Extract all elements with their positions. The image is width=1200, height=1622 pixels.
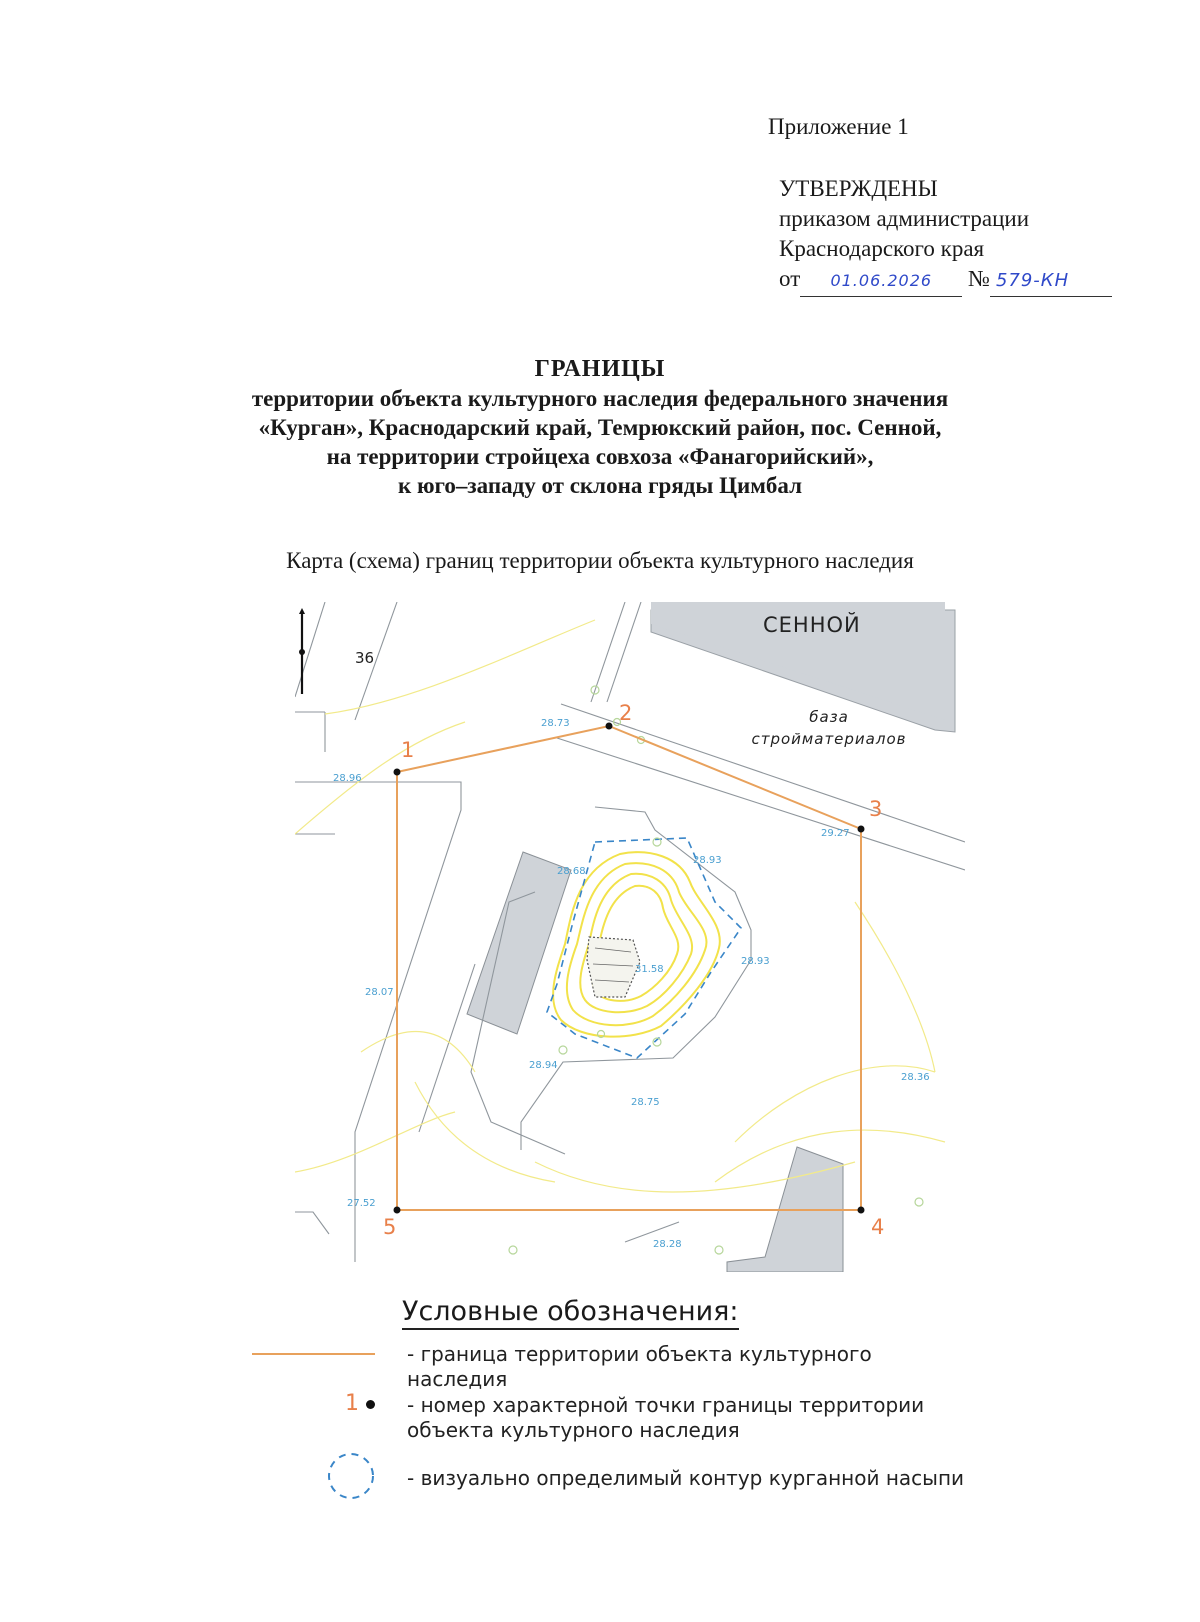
number-prefix: №: [968, 266, 990, 291]
title-line-2: «Курган», Краснодарский край, Темрюкский район, пос. Сенной,: [258, 415, 942, 440]
elevation-label: 31.58: [635, 964, 664, 975]
legend-point-line2: объекта культурного наследия: [407, 1418, 740, 1442]
parcel-line: [295, 1212, 329, 1234]
boundary-point-5-label: 5: [383, 1215, 397, 1239]
boundary-point-2-marker: [606, 723, 613, 730]
boundary-point-5-marker: [394, 1207, 401, 1214]
elevation-label: 28.94: [529, 1060, 558, 1071]
elevation-label: 28.28: [653, 1239, 682, 1250]
legend-boundary-swatch: [252, 1353, 375, 1355]
legend-point-text: [407, 1393, 924, 1443]
from-prefix: от: [779, 266, 801, 291]
boundary-point-1-label: 1: [401, 738, 415, 762]
boundary-point-1-marker: [394, 769, 401, 776]
parcel-line: [295, 602, 325, 697]
mound-contours: [553, 852, 720, 1036]
parcel-line: [607, 602, 641, 702]
contour-line: [855, 902, 935, 1072]
legend-point-dot-icon: [366, 1400, 375, 1409]
base-label-line2: стройматериалов: [751, 730, 907, 748]
settlement-label: СЕННОЙ: [763, 613, 861, 637]
elevation-label: 28.93: [741, 956, 770, 967]
legend-boundary-text: [407, 1342, 872, 1392]
title-line-1: территории объекта культурного наследия федерального значения: [251, 386, 949, 411]
boundary-point-3-label: 3: [869, 797, 883, 821]
title-line-3: на территории стройцеха совхоза «Фанагорийский»,: [326, 444, 874, 469]
elevation-label: 28.07: [365, 987, 394, 998]
parcel-number-label: 36: [355, 649, 375, 667]
legend-title: Условные обозначения:: [402, 1296, 739, 1330]
contour-line: [295, 722, 465, 834]
boundary-point-3-marker: [858, 826, 865, 833]
tree-icon: [915, 1198, 923, 1206]
tree-icon: [509, 1246, 517, 1254]
elevation-label: 28.96: [333, 773, 362, 784]
contour-line: [325, 620, 595, 714]
legend-point-line1: - номер характерной точки границы территории: [407, 1393, 925, 1417]
boundary-point-4-label: 4: [871, 1215, 885, 1239]
map-canvas: [295, 602, 965, 1272]
legend-point-number-sample: 1: [345, 1391, 359, 1416]
title-line-4: к юго–западу от склона гряды Цимбал: [397, 473, 803, 498]
order-number: 579-КН: [990, 266, 1112, 297]
road-edge: [557, 738, 965, 870]
boundary-map: [295, 602, 965, 1272]
order-date: 01.06.2026: [800, 266, 962, 297]
elevation-label: 28.73: [541, 718, 570, 729]
excavation-pit: [587, 937, 640, 997]
boundary-point-2-label: 2: [619, 701, 633, 725]
legend-boundary-line1: - граница территории объекта культурного: [407, 1342, 872, 1366]
approved-by-line1: приказом администрации: [779, 206, 1030, 231]
legend-mound-text: - визуально определимый контур курганной насыпи: [407, 1466, 965, 1490]
order-line: [779, 264, 1112, 297]
pit-outline: [587, 937, 640, 997]
approval-block: [779, 174, 1112, 297]
approved-heading: УТВЕРЖДЕНЫ: [779, 176, 938, 201]
document-title: ГРАНИЦЫ: [534, 356, 666, 382]
parcel-line: [419, 964, 475, 1132]
boundary-point-4-marker: [858, 1207, 865, 1214]
tree-icon: [715, 1246, 723, 1254]
parcel-line: [591, 602, 625, 702]
approved-by-line2: Краснодарского края: [779, 236, 985, 261]
elevation-label: 29.27: [821, 828, 850, 839]
appendix-label: Приложение 1: [768, 114, 909, 139]
elevation-label: 28.36: [901, 1072, 930, 1083]
elevation-label: 28.93: [693, 855, 722, 866]
elevation-label: 28.75: [631, 1097, 660, 1108]
contour-line: [361, 1032, 475, 1072]
legend-mound-outline-icon: [325, 1450, 377, 1502]
contour-line: [415, 1082, 555, 1182]
map-caption: Карта (схема) границ территории объекта культурного наследия: [286, 548, 914, 573]
document-title-block: [0, 355, 1200, 500]
elevation-label: 28.68: [557, 866, 586, 877]
legend-boundary-line2: наследия: [407, 1367, 508, 1391]
contour-line: [295, 1112, 455, 1172]
tree-icon: [559, 1046, 567, 1054]
elevation-label: 27.52: [347, 1198, 376, 1209]
parcel-line: [295, 782, 461, 1262]
base-label-line1: база: [809, 708, 849, 726]
